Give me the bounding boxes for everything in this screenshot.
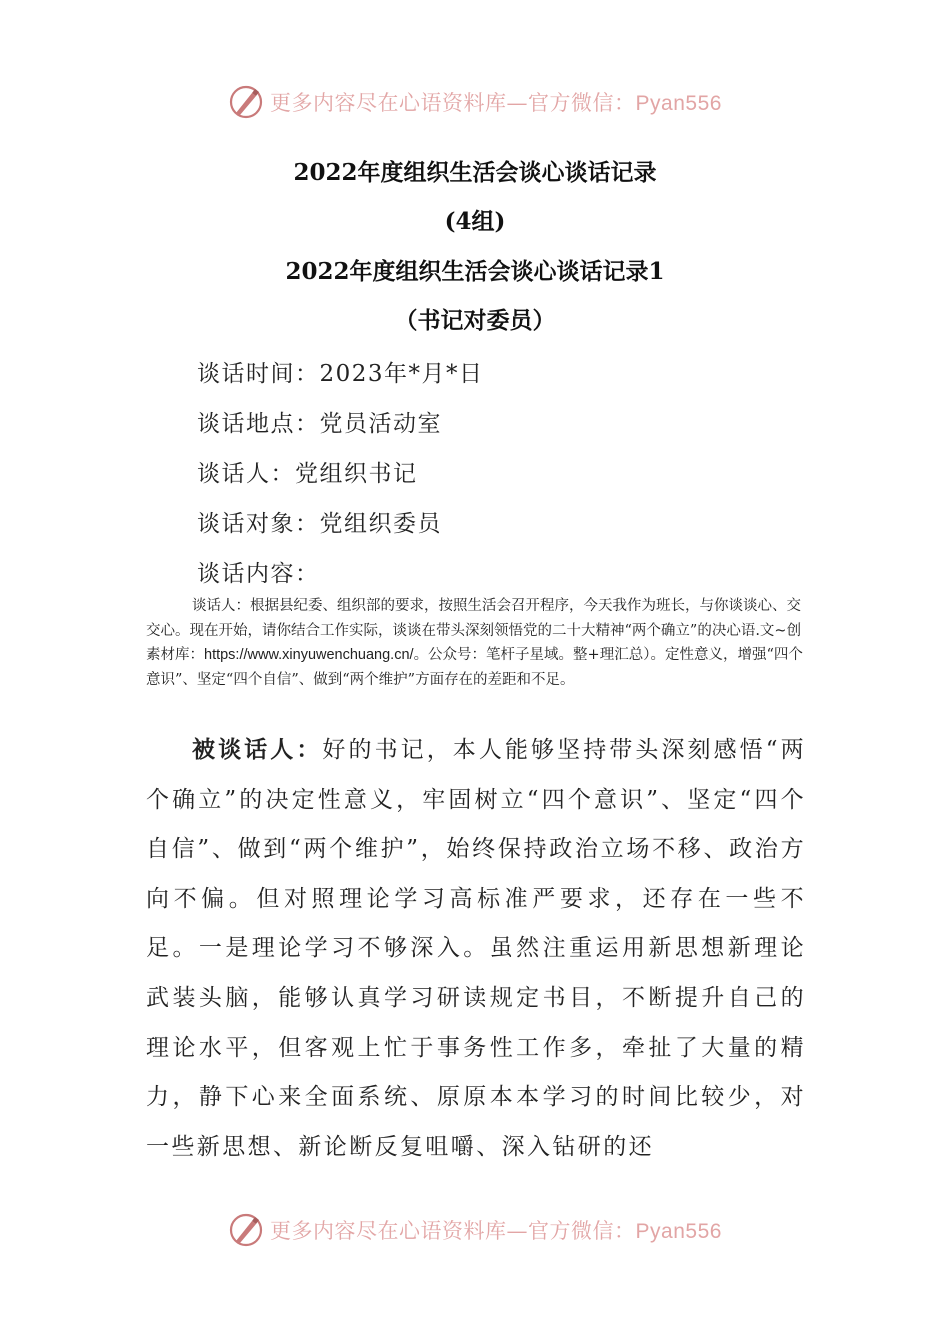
- group-label: (4组): [444, 208, 506, 235]
- response-speaker-label: 被谈话人：: [192, 736, 323, 763]
- response-text: 好的书记，本人能够坚持带头深刻感悟“两个确立”的决定性意义，牢固树立“四个意识”、坚定“四个自信”、做到“两个维护”，始终保持政治立场不移、政治方向不偏。但对照理论学习高标准严要求，还存在一些不足。一是理论学习不够深入。虽然注重运用新思想新理论武装头脑，能够认真学习研读规定书目，不断提升自己的理论水平，但客观上忙于事务性工作多，牵扯了大量的精力，静下心来全面系统、原原本本学习的时间比较少，对一些新思想、新论断反复咀嚼、深入钻研的还: [146, 737, 807, 1160]
- record-title: 2022年度组织生活会谈心谈话记录1: [285, 258, 665, 285]
- document-title: 2022年度组织生活会谈心谈话记录: [293, 159, 657, 186]
- wechat-id: Pyan556: [635, 1220, 722, 1243]
- banner-text: 更多内容尽在心语资料库—官方微信：Pyan556: [270, 91, 722, 115]
- response-paragraph: [146, 725, 806, 1172]
- talk-content-label: 谈话内容：: [197, 561, 320, 587]
- banner-text: 更多内容尽在心语资料库—官方微信：Pyan556: [270, 1219, 722, 1243]
- footer-banner: [0, 1208, 950, 1252]
- wechat-id: Pyan556: [635, 92, 722, 115]
- pen-circle-logo-icon: [228, 1212, 264, 1248]
- pen-circle-logo-icon: [228, 84, 264, 120]
- record-subtitle: （书记对委员）: [394, 307, 556, 334]
- source-url: https://www.xinyuwenchuang.cn/: [204, 647, 414, 663]
- talk-speaker: 谈话人：党组织书记: [197, 461, 418, 487]
- header-banner: [0, 80, 950, 124]
- talk-place: 谈话地点：党员活动室: [197, 411, 442, 437]
- intro-paragraph: 谈话人：根据县纪委、组织部的要求，按照生活会召开程序，今天我作为班长，与你谈谈心、交交心。现在开始，请你结合工作实际，谈谈在带头深刻领悟党的二十大精神“两个确立”的决心语.文~创素材库：https://www.xinyuwenchuang.cn/。公众号：笔杆子星域。整+理汇总）。定性意义，增强“四个意识”、坚定“四个自信”、做到“两个维护”方面存在的差距和不足。: [146, 598, 803, 688]
- talk-target: 谈话对象：党组织委员: [197, 511, 442, 537]
- talk-time: 谈话时间：2023年*月*日: [197, 361, 484, 387]
